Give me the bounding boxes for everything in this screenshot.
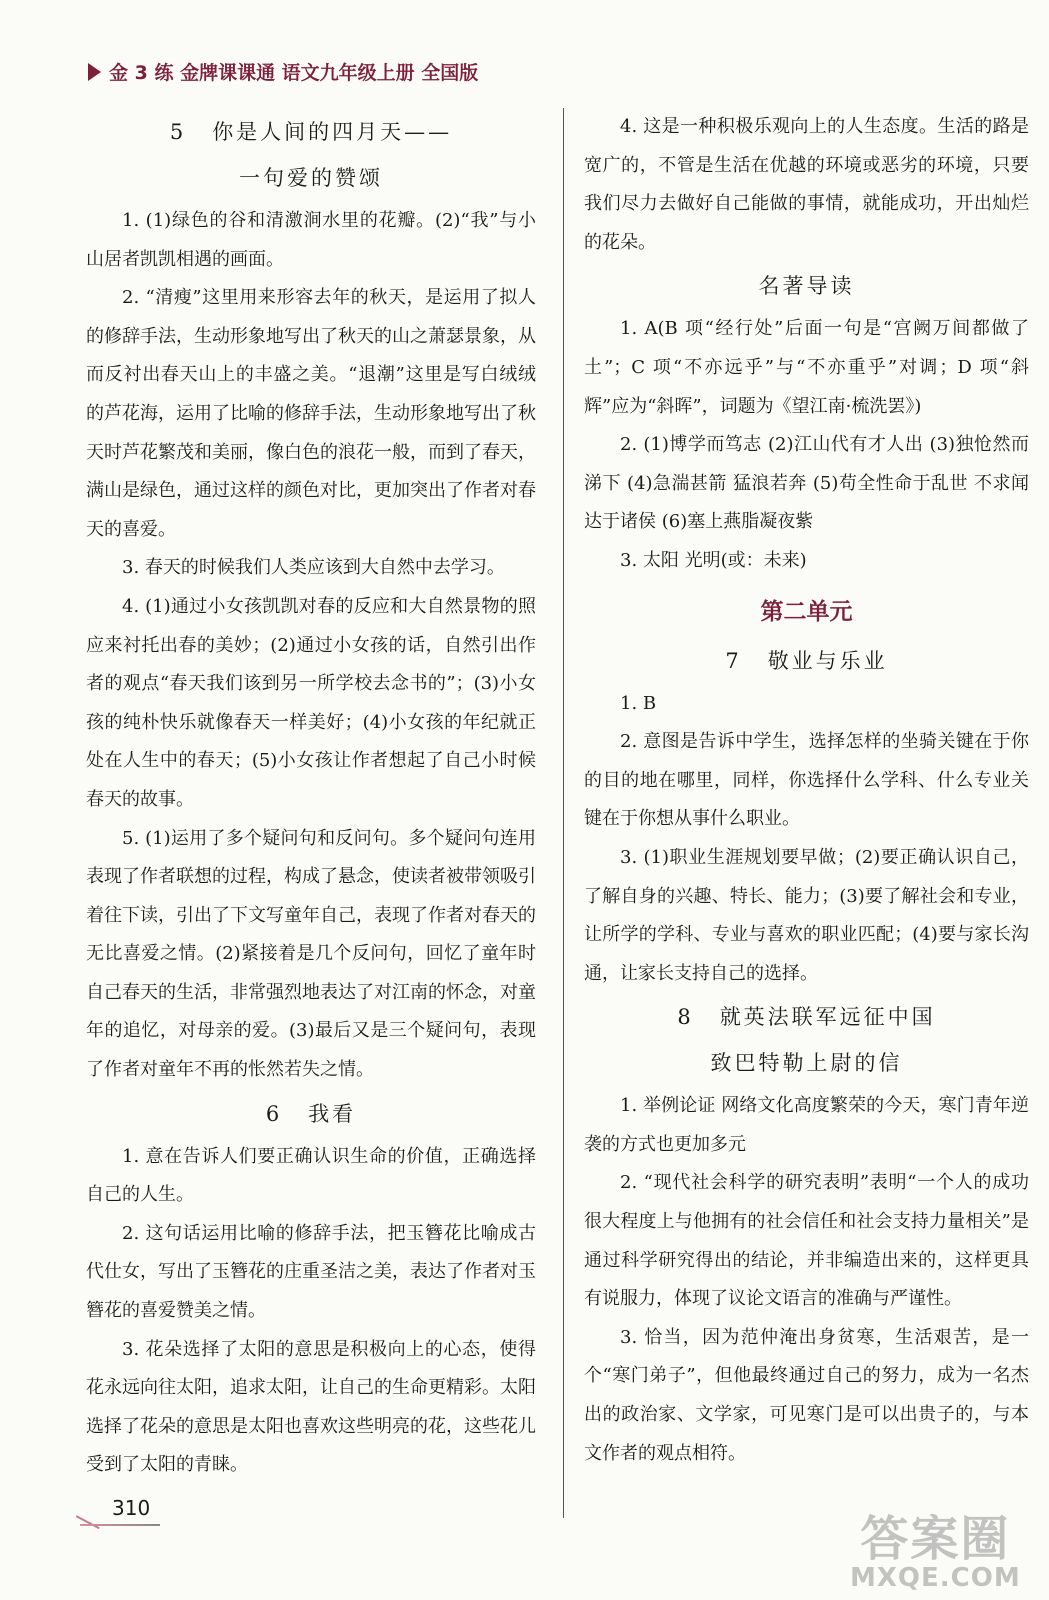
watermark-url: MXQE.COM	[850, 1563, 1021, 1593]
section-8-subtitle: 致巴特勒上尉的信	[710, 1051, 903, 1076]
answer-paragraph: 2. “现代社会科学的研究表明”表明“一个人的成功很大程度上与他拥有的社会信任和社会支持力量相关”是通过科学研究得出的结论，并非编造出来的，这样更具有说服力，体现了议论文语言的准确与严谨性。	[584, 1172, 1029, 1310]
answer-paragraph: 1. 举例论证 网络文化高度繁荣的今天，寒门青年逆袭的方式也更加多元	[584, 1095, 1029, 1155]
answer-paragraph: 5. (1)运用了多个疑问句和反问句。多个疑问句连用表现了作者联想的过程，构成了悬念，使读者被带领吸引着往下读，引出了下文写童年自己，表现了作者对春天的无比喜爱之情。(2)紧接着是几个反问句，回忆了童年时自己春天的生活，非常强烈地表达了对江南的怀念，对童年的追忆，对母亲的爱。(3)最后又是三个疑问句，表现了作者对童年不再的怅然若失之情。	[86, 827, 536, 1081]
running-header	[88, 58, 478, 85]
answer-paragraph: 3. 太阳 光明(或：未来)	[620, 549, 807, 571]
header-text: 金 3 练 金牌课课通 语文九年级上册 全国版	[109, 62, 479, 84]
section-title-line1: 你是人间的四月天——	[212, 120, 453, 144]
column-divider	[563, 108, 564, 1518]
section-title: 敬业与乐业	[767, 648, 888, 673]
answer-paragraph: 2. “清瘦”这里用来形容去年的秋天，是运用了拟人的修辞手法，生动形象地写出了秋天的山之萧瑟景象，从而反衬出春天山上的丰盛之美。“退潮”这里是写白绒绒的芦花海，运用了比喻的修辞手法，生动形象地写出了秋天时芦花繁茂和美丽，像白色的浪花一般，而到了春天，满山是绿色，通过这样的颜色对比，更加突出了作者对春天的喜爱。	[86, 287, 536, 540]
section-5-subtitle: 一句爱的赞颂	[239, 166, 383, 190]
section-number: 8	[677, 1005, 694, 1030]
answer-paragraph: 4. 这是一种积极乐观向上的人生态度。生活的路是宽广的，不管是生活在优越的环境或恶劣的环境，只要我们尽力去做好自己能做的事情，就能成功，开出灿烂的花朵。	[584, 116, 1029, 253]
section-number: 7	[725, 648, 742, 673]
answer-paragraph: 1. A(B 项“经行处”后面一句是“宫阙万间都做了土”；C 项“不亦远乎”与“不亦重乎”对调；D 项“斜辉”应为“斜晖”，词题为《望江南·梳洗罢》)	[584, 318, 1029, 417]
section-number: 5	[169, 120, 187, 144]
page-number: 310	[112, 1496, 151, 1520]
section-title: 我看	[308, 1101, 357, 1126]
header-triangle-icon	[88, 63, 101, 81]
answer-paragraph: 1. (1)绿色的谷和清激涧水里的花瓣。(2)“我”与小山居者凯凯相遇的画面。	[86, 210, 536, 270]
answer-paragraph: 3. 恰当，因为范仲淹出身贫寒，生活艰苦，是一个“寒门弟子”，但他最终通过自己的努力，成为一名杰出的政治家、文学家，可见寒门是可以出贵子的，与本文作者的观点相符。	[584, 1326, 1029, 1464]
mingzhu-title: 名著导读	[758, 274, 855, 299]
answer-paragraph: 1. 意在告诉人们要正确认识生命的价值，正确选择自己的人生。	[86, 1145, 536, 1206]
section-number: 6	[265, 1101, 283, 1126]
answer-paragraph: 2. 意图是告诉中学生，选择怎样的坐骑关键在于你的目的地在哪里，同样，你选择什么学科、什么专业关键在于你想从事什么职业。	[584, 731, 1029, 830]
left-column	[86, 108, 536, 1485]
answer-paragraph: 4. (1)通过小女孩凯凯对春的反应和大自然景物的照应来衬托出春的美妙；(2)通过小女孩的话，自然引出作者的观点“春天我们该到另一所学校去念书的”；(3)小女孩的纯朴快乐就像春天一样美好；(4)小女孩的年纪就正处在人生中的春天；(5)小女孩让作者想起了自己小时候春天的故事。	[86, 595, 536, 810]
watermark-logo: 答案圈	[860, 1511, 1011, 1567]
page-number-underline	[80, 1524, 160, 1526]
section-6-title	[86, 1092, 536, 1136]
answer-paragraph: 2. 这句话运用比喻的修辞手法，把玉簪花比喻成古代仕女，写出了玉簪花的庄重圣洁之美，表达了作者对玉簪花的喜爱赞美之情。	[86, 1222, 536, 1322]
answer-paragraph: 1. B	[620, 692, 657, 714]
section-8-title	[584, 995, 1029, 1039]
answer-paragraph: 3. 春天的时候我们人类应该到大自然中去学习。	[122, 557, 505, 579]
section-title-line1: 就英法联军远征中国	[719, 1005, 936, 1030]
section-7-title	[584, 639, 1029, 683]
answer-paragraph: 3. (1)职业生涯规划要早做；(2)要正确认识自己，了解自身的兴趣、特长、能力；(3)要了解社会和专业，让所学的学科、专业与喜欢的职业匹配；(4)要与家长沟通，让家长支持自己的选择。	[584, 846, 1029, 984]
right-column	[584, 108, 1029, 1473]
answer-paragraph: 3. 花朵选择了太阳的意思是积极向上的心态，使得花永远向往太阳，追求太阳，让自己的生命更精彩。太阳选择了花朵的意思是太阳也喜欢这些明亮的花，这些花儿受到了太阳的青睐。	[86, 1338, 536, 1476]
unit-title: 第二单元	[760, 598, 853, 625]
answer-paragraph: 2. (1)博学而笃志 (2)江山代有才人出 (3)独怆然而涕下 (4)急湍甚箭 猛浪若奔 (5)苟全性命于乱世 不求闻达于诸侯 (6)塞上燕脂凝夜紫	[584, 434, 1029, 533]
watermark	[850, 1500, 1021, 1593]
section-5-title	[86, 110, 536, 154]
